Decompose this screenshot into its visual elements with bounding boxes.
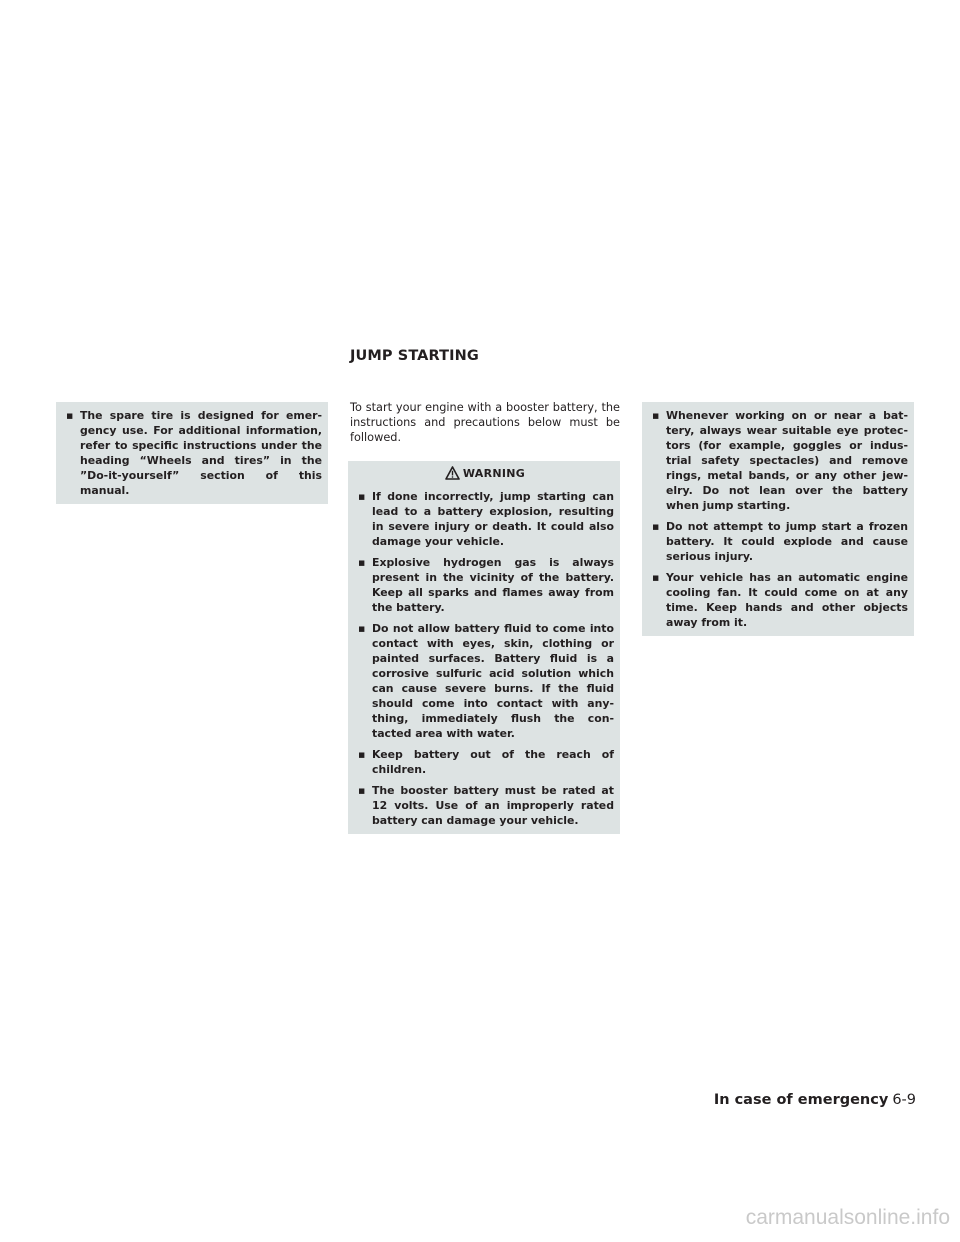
list-item [650,408,908,513]
list-item-text: The spare tire is designed for emer-gency use. For additional information, refer to specific instructions under the heading “Wheels and tires” in the ”Do-it-yourself” section of this manual. [80,409,322,497]
section-title: JUMP STARTING [350,348,479,364]
page-footer [714,1092,916,1108]
bullet-icon: ▪ [358,622,366,635]
page-number: 6-9 [892,1092,916,1108]
list-item-text: Do not attempt to jump start a frozen battery. It could explode and cause serious injury. [666,520,908,563]
list-item-text: Explosive hydrogen gas is always present in the vicinity of the battery. Keep all sparks and flames away from the battery. [372,556,614,614]
list-item [356,621,614,741]
spare-tire-caution-box [56,402,328,504]
list-item [356,783,614,828]
list-item [650,519,908,564]
list-item-text: Keep battery out of the reach of children. [372,748,614,776]
list-item [356,489,614,549]
list-item [650,570,908,630]
battery-caution-box [642,402,914,636]
list-item [356,747,614,777]
list-item-text: If done incorrectly, jump starting can lead to a battery explosion, resulting in severe injury or death. It could also damage your vehicle. [372,490,614,548]
right-bullet-list [650,408,908,630]
warning-bullet-list [356,489,614,828]
list-item-text: Your vehicle has an automatic engine cooling fan. It could come on at any time. Keep hands and other objects away from it. [666,571,908,629]
warning-label: WARNING [462,466,526,480]
list-item-text: Do not allow battery fluid to come into contact with eyes, skin, clothing or painted surfaces. Battery fluid is a corrosive sulfuric acid solution which can cause severe burns. If the fluid should come into contact with any-thing, immediately flush the con-tacted area with water. [372,622,614,740]
list-item [356,555,614,615]
bullet-icon: ▪ [652,520,660,533]
intro-paragraph: To start your engine with a booster battery, the instructions and precautions below must be followed. [350,401,620,445]
warning-header [356,461,614,485]
warning-box [348,461,620,834]
list-item-text: The booster battery must be rated at 12 volts. Use of an improperly rated battery can damage your vehicle. [372,784,614,827]
warning-triangle-icon [445,466,460,480]
bullet-icon: ▪ [358,556,366,569]
bullet-icon: ▪ [652,571,660,584]
bullet-icon: ▪ [66,409,74,422]
list-item-text: Whenever working on or near a bat-tery, always wear suitable eye protec-tors (for example, goggles or indus-trial safety spectacles) and remove rings, metal bands, or any other jew-elry. Do not lean over the battery when jump starting. [666,409,908,512]
bullet-icon: ▪ [358,748,366,761]
chapter-title: In case of emergency [713,1092,889,1108]
left-bullet-list [64,408,322,498]
list-item [64,408,322,498]
bullet-icon: ▪ [652,409,660,422]
bullet-icon: ▪ [358,784,366,797]
watermark: carmanualsonline.info [745,1206,950,1229]
bullet-icon: ▪ [358,490,366,503]
